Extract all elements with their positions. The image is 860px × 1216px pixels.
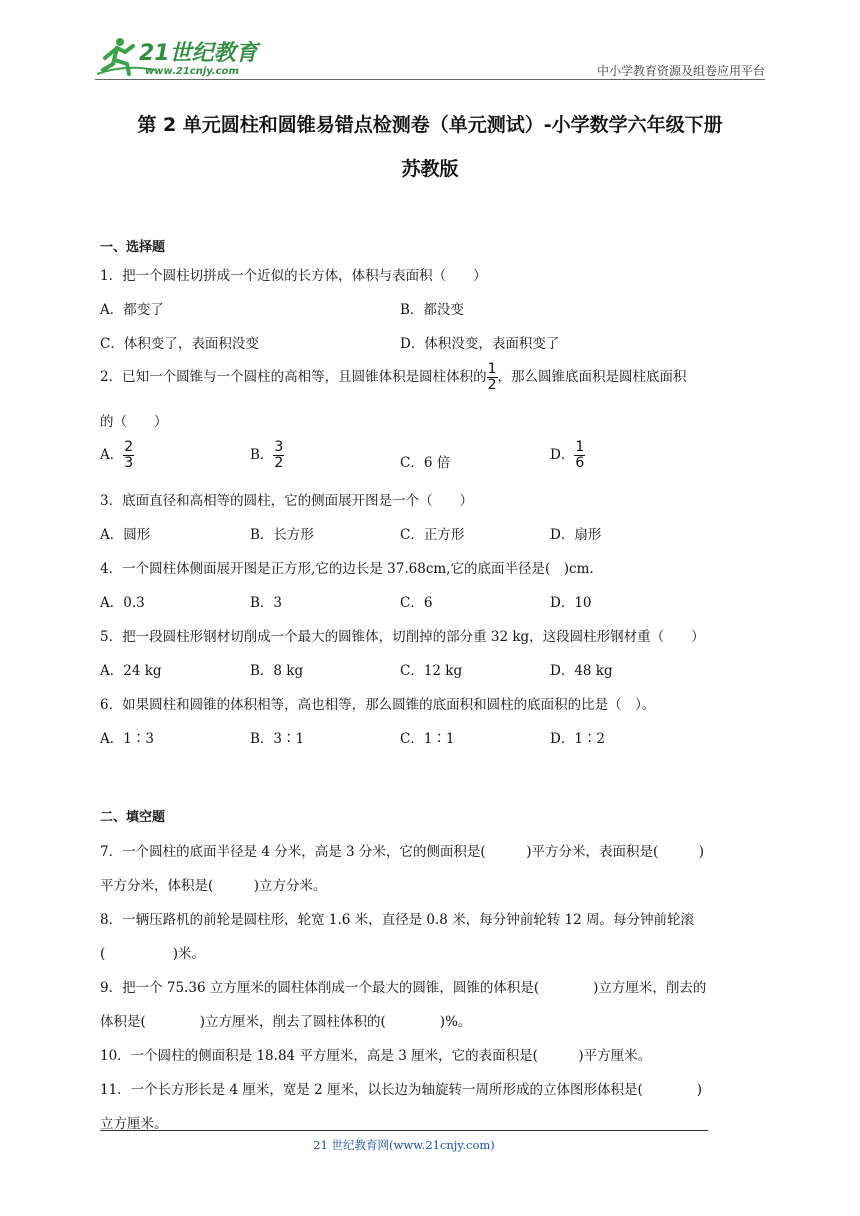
section-heading-fill: 二、填空题 bbox=[100, 810, 166, 825]
option-6b: B．3∶1 bbox=[250, 731, 305, 747]
option-1b: B．都没变 bbox=[400, 302, 464, 318]
svg-text:21世纪教育: 21世纪教育 bbox=[139, 41, 258, 66]
footer-divider bbox=[100, 1130, 708, 1131]
question-2-text-before: 2．已知一个圆锥与一个圆柱的高相等，且圆锥体积是圆柱体积的 bbox=[100, 369, 487, 385]
question-9-line2: 体积是( )立方厘米，削去了圆柱体积的( )%。 bbox=[100, 1014, 472, 1030]
option-5c: C．12 kg bbox=[400, 663, 463, 679]
question-2 bbox=[100, 362, 687, 393]
footer-link[interactable]: 21 世纪教育网(www.21cnjy.com) bbox=[313, 1138, 495, 1152]
logo-21cnjy bbox=[95, 34, 265, 78]
question-6: 6．如果圆柱和圆锥的体积相等，高也相等，那么圆锥的底面积和圆柱的底面积的比是（ ）。 bbox=[100, 697, 656, 713]
section-heading-choice: 一、选择题 bbox=[100, 240, 166, 255]
question-7: 7．一个圆柱的底面半径是 4 分米，高是 3 分米，它的侧面积是( )平方分米，表面积是( ) bbox=[100, 844, 704, 860]
question-3: 3．底面直径和高相等的圆柱，它的侧面展开图是一个（ ） bbox=[100, 493, 474, 509]
page-title-line2: 苏教版 bbox=[401, 158, 459, 180]
question-5: 5．把一段圆柱形钢材切削成一个最大的圆锥体，切削掉的部分重 32 kg，这段圆柱形钢材重（ ） bbox=[100, 629, 705, 645]
question-7-line2: 平方分米，体积是( )立方分米。 bbox=[100, 878, 327, 894]
question-11: 11．一个长方形长是 4 厘米，宽是 2 厘米，以长边为轴旋转一周所形成的立体图形体积是( ) bbox=[100, 1082, 703, 1098]
header-platform-text: 中小学教育资源及组卷应用平台 bbox=[596, 64, 765, 78]
question-11-line2: 立方厘米。 bbox=[100, 1116, 168, 1132]
fraction-option-2d: $\frac{1}{6}$ bbox=[575, 439, 585, 471]
question-1: 1．把一个圆柱切拼成一个近似的长方体，体积与表面积（ ） bbox=[100, 268, 487, 284]
option-3b: B．长方形 bbox=[250, 527, 314, 543]
page-title-line1: 第 2 单元圆柱和圆锥易错点检测卷（单元测试）-小学数学六年级下册 bbox=[137, 114, 723, 136]
fraction-one-half: $\frac{1}{2}$ bbox=[487, 361, 497, 393]
question-9: 9．把一个 75.36 立方厘米的圆柱体削成一个最大的圆锥，圆锥的体积是( )立方厘米，削去的 bbox=[100, 980, 707, 996]
fraction-option-2b: $\frac{3}{2}$ bbox=[274, 439, 284, 471]
question-2-text-after: ，那么圆锥底面积是圆柱底面积 bbox=[497, 369, 687, 385]
option-1d: D．体积没变，表面积变了 bbox=[400, 336, 560, 352]
question-8: 8．一辆压路机的前轮是圆柱形，轮宽 1.6 米，直径是 0.8 米，每分钟前轮转 12 周。每分钟前轮滚 bbox=[100, 912, 694, 928]
page-header bbox=[95, 28, 765, 80]
svg-text:www.21cnjy.com: www.21cnjy.com bbox=[145, 66, 239, 77]
option-4a: A．0.3 bbox=[100, 595, 145, 611]
option-6d: D．1∶2 bbox=[550, 731, 606, 747]
fraction-option-2a: $\frac{2}{3}$ bbox=[124, 439, 134, 471]
question-4: 4．一个圆柱体侧面展开图是正方形,它的边长是 37.68cm,它的底面半径是( )cm. bbox=[100, 561, 594, 577]
option-2d: D． $\frac{1}{6}$ bbox=[550, 439, 585, 471]
question-10: 10．一个圆柱的侧面积是 18.84 平方厘米，高是 3 厘米，它的表面积是( )平方厘米。 bbox=[100, 1048, 652, 1064]
option-6c: C．1∶1 bbox=[400, 731, 455, 747]
option-3c: C．正方形 bbox=[400, 527, 465, 543]
question-8-line2: ( )米。 bbox=[100, 946, 206, 962]
option-1c: C．体积变了，表面积没变 bbox=[100, 336, 259, 352]
option-5a: A．24 kg bbox=[100, 663, 162, 679]
option-5b: B．8 kg bbox=[250, 663, 304, 679]
option-2a: A． $\frac{2}{3}$ bbox=[100, 439, 134, 471]
option-6a: A．1∶3 bbox=[100, 731, 154, 747]
option-1a: A．都变了 bbox=[100, 302, 164, 318]
option-4b: B．3 bbox=[250, 595, 283, 611]
header-divider bbox=[95, 79, 765, 80]
option-4c: C．6 bbox=[400, 595, 433, 611]
option-3d: D．扇形 bbox=[550, 527, 602, 543]
option-2b: B． $\frac{3}{2}$ bbox=[250, 439, 284, 471]
option-5d: D．48 kg bbox=[550, 663, 613, 679]
option-2c: C．6 倍 bbox=[400, 455, 451, 471]
option-4d: D．10 bbox=[550, 595, 592, 611]
question-2-line2: 的（ ） bbox=[100, 414, 168, 430]
option-3a: A．圆形 bbox=[100, 527, 151, 543]
